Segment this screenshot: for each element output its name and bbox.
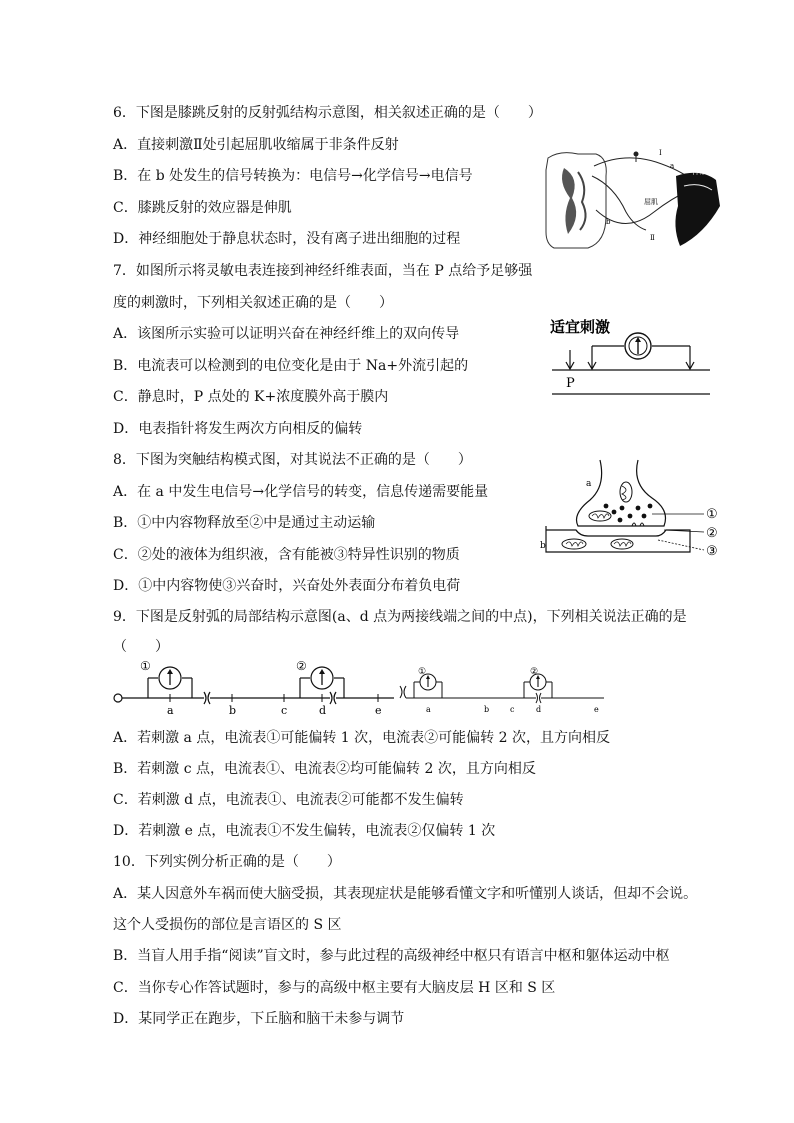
q9-meter-2-small-label: ②	[530, 667, 539, 677]
q8-figure-label-three: ③	[706, 544, 718, 559]
q9-small-point-e: e	[594, 705, 599, 714]
q10-option-c[interactable]: C．当你专心作答试题时，参与的高级中枢主要有大脑皮层 H 区和 S 区	[113, 980, 556, 996]
q6-figure-label-b: b	[606, 218, 611, 226]
q9-option-c[interactable]: C．若刺激 d 点，电流表①、电流表②可能都不发生偏转	[113, 792, 464, 808]
q6-figure-label-flexor: 屈肌	[644, 198, 658, 206]
q10-option-a-continued: 这个人受损伤的部位是言语区的 S 区	[113, 917, 342, 933]
q7-stem-line-2: 度的刺激时，下列相关叙述正确的是（ ）	[113, 295, 393, 311]
q7-figure-point-p: P	[566, 376, 575, 391]
q8-option-a[interactable]: A．在 a 中发生电信号→化学信号的转变，信息传递需要能量	[113, 484, 489, 500]
q9-meter-2-label: ②	[296, 659, 307, 673]
q10-stem: 10．下列实例分析正确的是（ ）	[113, 854, 341, 870]
q6-figure-label-extensor: 伸肌	[692, 167, 708, 176]
q7-option-c[interactable]: C．静息时，P 点处的 K+浓度膜外高于膜内	[113, 389, 389, 405]
q9-point-e: e	[375, 704, 382, 716]
q8-option-b[interactable]: B．①中内容物释放至②中是通过主动运输	[113, 515, 376, 531]
q8-figure-label-two: ②	[706, 526, 718, 541]
q9-point-d: d	[319, 704, 327, 716]
q10-option-d[interactable]: D．某同学正在跑步，下丘脑和脑干未参与调节	[113, 1011, 405, 1027]
q9-small-point-d: d	[536, 705, 542, 714]
q9-reflex-arc-right-figure	[398, 666, 610, 716]
q9-meter-1-label: ①	[140, 659, 151, 673]
q9-small-point-b: b	[484, 705, 490, 714]
q8-figure-label-one: ①	[706, 507, 718, 522]
q9-small-point-a: a	[426, 705, 431, 714]
q9-point-a: a	[167, 704, 174, 716]
q9-reflex-arc-left-figure	[112, 658, 398, 716]
q6-stem: 6．下图是膝跳反射的反射弧结构示意图，相关叙述正确的是（ ）	[113, 105, 542, 121]
q8-figure-label-b: b	[540, 541, 546, 551]
q9-stem-line-1: 9．下图是反射弧的局部结构示意图(a、d 点为两接线端之间的中点)，下列相关说法正确的是	[113, 609, 687, 625]
q7-option-b[interactable]: B．电流表可以检测到的电位变化是由于 Na+外流引起的	[113, 358, 469, 374]
q9-option-a[interactable]: A．若刺激 a 点，电流表①可能偏转 1 次，电流表②可能偏转 2 次，且方向相反	[113, 730, 610, 746]
q7-figure-title: 适宜刺激	[550, 318, 611, 336]
q9-small-point-c: c	[510, 705, 515, 714]
q6-option-c[interactable]: C．膝跳反射的效应器是伸肌	[113, 200, 292, 216]
q9-stem-line-2: （ ）	[113, 639, 169, 655]
q8-figure-label-a: a	[586, 479, 592, 489]
q6-figure-label-ii: Ⅱ	[650, 234, 655, 242]
q6-figure-label-a: a	[670, 162, 675, 170]
q7-option-a[interactable]: A．该图所示实验可以证明兴奋在神经纤维上的双向传导	[113, 326, 460, 342]
q6-option-d[interactable]: D．神经细胞处于静息状态时，没有离子进出细胞的过程	[113, 231, 461, 247]
q10-option-b[interactable]: B．当盲人用手指“阅读”盲文时，参与此过程的高级神经中枢只有语言中枢和躯体运动中枢	[113, 948, 670, 964]
q6-figure-label-i: Ⅰ	[659, 149, 662, 157]
q8-option-d[interactable]: D．①中内容物使③兴奋时，兴奋处外表面分布着负电荷	[113, 578, 461, 594]
q8-synapse-figure	[540, 456, 724, 564]
q10-option-a[interactable]: A．某人因意外车祸而使大脑受损，其表现症状是能够看懂文字和听懂别人谈话，但却不会说。	[113, 886, 698, 902]
q9-option-d[interactable]: D．若刺激 e 点，电流表①不发生偏转，电流表②仅偏转 1 次	[113, 823, 496, 839]
q6-reflex-arc-figure	[544, 146, 722, 254]
q9-meter-1-small-label: ①	[418, 667, 427, 677]
q8-option-c[interactable]: C．②处的液体为组织液，含有能被③特异性识别的物质	[113, 547, 460, 563]
q9-point-c: c	[281, 704, 288, 716]
q9-point-b: b	[229, 704, 237, 716]
q8-stem: 8．下图为突触结构模式图，对其说法不正确的是（ ）	[113, 452, 472, 468]
q6-option-b[interactable]: B．在 b 处发生的信号转换为：电信号→化学信号→电信号	[113, 168, 473, 184]
q9-option-b[interactable]: B．若刺激 c 点，电流表①、电流表②均可能偏转 2 次，且方向相反	[113, 761, 536, 777]
q7-option-d[interactable]: D．电表指针将发生两次方向相反的偏转	[113, 421, 363, 437]
q7-stem-line-1: 7．如图所示将灵敏电表连接到神经纤维表面，当在 P 点给予足够强	[113, 263, 533, 279]
q7-galvanometer-figure	[548, 316, 714, 400]
q6-option-a[interactable]: A．直接刺激Ⅱ处引起屈肌收缩属于非条件反射	[113, 137, 399, 153]
